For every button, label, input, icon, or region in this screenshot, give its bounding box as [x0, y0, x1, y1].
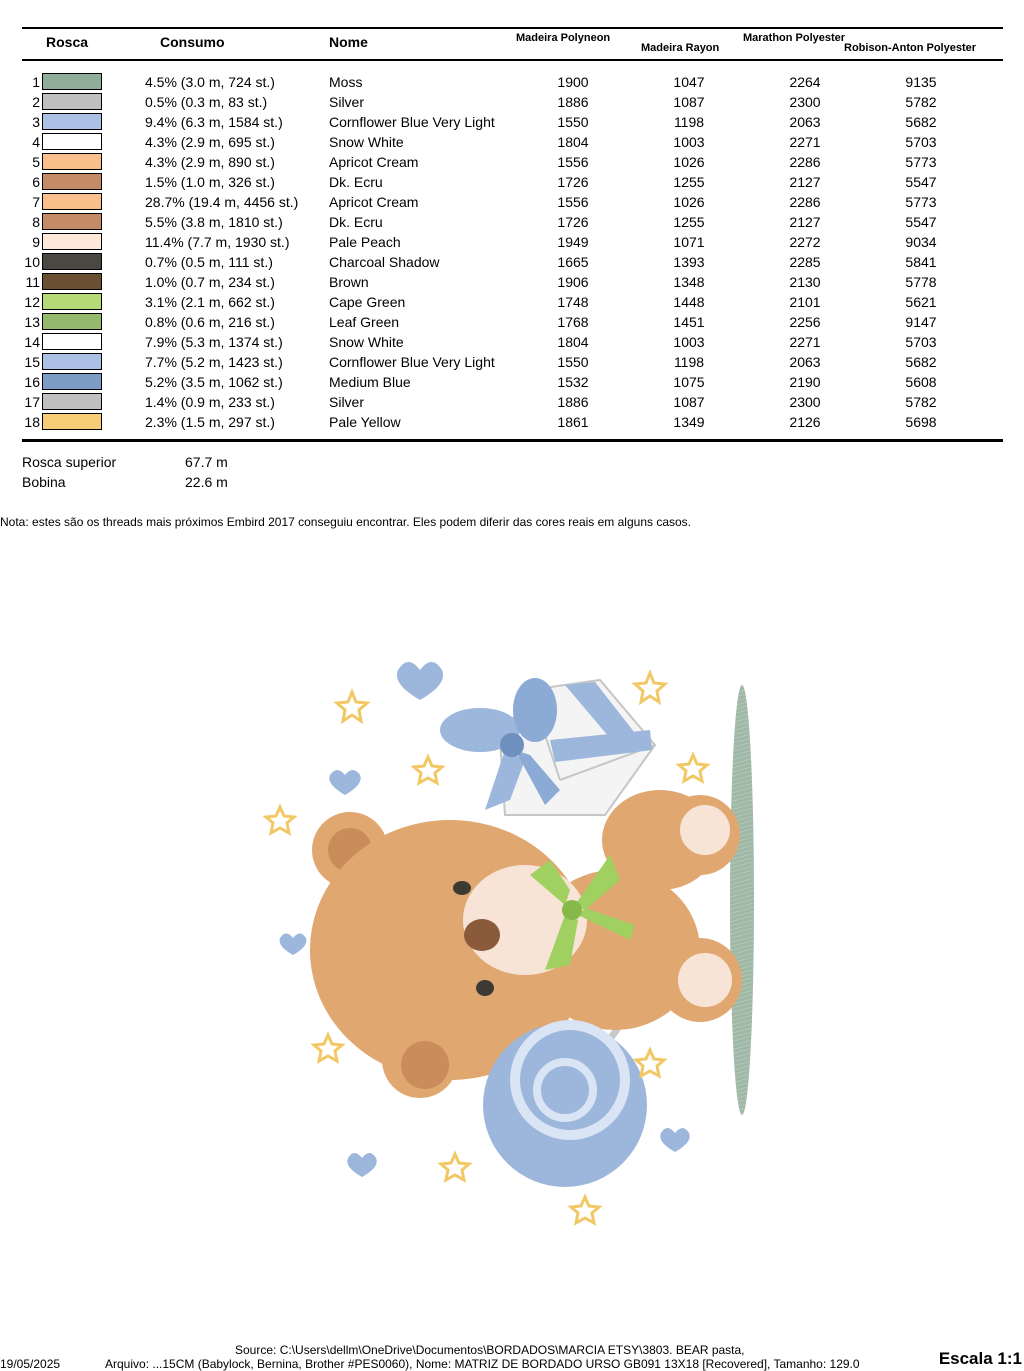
table-row: [0, 73, 1024, 93]
color-swatch: [42, 233, 102, 250]
row-madeira-polyneon: 1804: [557, 134, 589, 150]
row-robison-anton: 9135: [905, 74, 937, 90]
header-consumo: Consumo: [160, 34, 225, 50]
color-swatch: [42, 273, 102, 290]
row-marathon: 2300: [789, 94, 821, 110]
row-nome: Snow White: [329, 134, 404, 150]
color-swatch: [42, 73, 102, 90]
row-madeira-polyneon: 1748: [557, 294, 589, 310]
row-robison-anton: 5682: [905, 354, 937, 370]
row-number: 14: [24, 334, 40, 350]
row-madeira-polyneon: 1550: [557, 114, 589, 130]
row-robison-anton: 5773: [905, 194, 937, 210]
row-number: 4: [32, 134, 40, 150]
row-consumo: 11.4% (7.7 m, 1930 st.): [145, 234, 290, 250]
row-nome: Dk. Ecru: [329, 214, 383, 230]
row-consumo: 5.2% (3.5 m, 1062 st.): [145, 374, 283, 390]
row-consumo: 3.1% (2.1 m, 662 st.): [145, 294, 275, 310]
rosca-superior-label: Rosca superior: [22, 454, 117, 470]
row-madeira-rayon: 1198: [673, 114, 705, 130]
table-row: [0, 113, 1024, 133]
embroidery-design-preview: [260, 650, 770, 1230]
header-rosca: Rosca: [46, 34, 89, 50]
color-swatch: [42, 353, 102, 370]
row-robison-anton: 5621: [905, 294, 937, 310]
row-robison-anton: 5782: [905, 94, 937, 110]
row-marathon: 2272: [789, 234, 821, 250]
table-row: [0, 173, 1024, 193]
row-madeira-rayon: 1348: [673, 274, 705, 290]
header-robison-anton: Robison-Anton Polyester: [844, 42, 977, 54]
row-madeira-polyneon: 1906: [557, 274, 589, 290]
color-swatch: [42, 133, 102, 150]
header-marathon-polyester: Marathon Polyester: [743, 32, 846, 44]
row-nome: Pale Yellow: [329, 414, 401, 430]
row-madeira-rayon: 1087: [673, 94, 705, 110]
bobina-label: Bobina: [22, 474, 66, 490]
color-swatch: [42, 393, 102, 410]
row-consumo: 1.5% (1.0 m, 326 st.): [145, 174, 275, 190]
row-nome: Medium Blue: [329, 374, 411, 390]
table-row: [0, 133, 1024, 153]
row-madeira-rayon: 1003: [673, 134, 705, 150]
table-row: [0, 233, 1024, 253]
row-marathon: 2256: [789, 314, 821, 330]
header-nome: Nome: [329, 34, 368, 50]
row-nome: Cornflower Blue Very Light: [329, 114, 495, 130]
row-madeira-rayon: 1255: [673, 214, 705, 230]
color-swatch: [42, 333, 102, 350]
row-number: 3: [32, 114, 40, 130]
rosca-superior-value: 67.7 m: [185, 454, 228, 470]
row-nome: Cape Green: [329, 294, 406, 310]
row-nome: Moss: [329, 74, 363, 90]
row-number: 9: [32, 234, 40, 250]
row-robison-anton: 5682: [905, 114, 937, 130]
row-number: 12: [24, 294, 40, 310]
row-madeira-polyneon: 1532: [557, 374, 589, 390]
row-number: 5: [32, 154, 40, 170]
row-robison-anton: 5698: [905, 414, 937, 430]
color-swatch: [42, 93, 102, 110]
row-madeira-rayon: 1071: [673, 234, 705, 250]
row-consumo: 7.7% (5.2 m, 1423 st.): [145, 354, 283, 370]
row-madeira-rayon: 1026: [673, 154, 705, 170]
file-info: Arquivo: ...15CM (Babylock, Bernina, Brother #PES0060), Nome: MATRIZ DE BORDADO URSO GB091 13X18 [Recovered], Tamanho: 129.0: [105, 1357, 860, 1371]
row-madeira-polyneon: 1886: [557, 394, 589, 410]
row-consumo: 7.9% (5.3 m, 1374 st.): [145, 334, 283, 350]
row-robison-anton: 5703: [905, 334, 937, 350]
lollipop: [483, 1023, 647, 1187]
row-number: 10: [24, 254, 40, 270]
row-marathon: 2101: [789, 294, 821, 310]
row-madeira-polyneon: 1550: [557, 354, 589, 370]
scale-label: Escala 1:1: [938, 1349, 1022, 1368]
row-nome: Dk. Ecru: [329, 174, 383, 190]
row-madeira-polyneon: 1861: [557, 414, 589, 430]
row-number: 6: [32, 174, 40, 190]
row-robison-anton: 5547: [905, 214, 937, 230]
color-swatch: [42, 253, 102, 270]
table-bottom-rule: [22, 439, 1003, 442]
row-number: 16: [24, 374, 40, 390]
row-nome: Cornflower Blue Very Light: [329, 354, 495, 370]
color-swatch: [42, 213, 102, 230]
row-madeira-rayon: 1075: [673, 374, 705, 390]
row-nome: Snow White: [329, 334, 404, 350]
row-madeira-polyneon: 1949: [557, 234, 589, 250]
row-number: 17: [24, 394, 40, 410]
row-consumo: 0.7% (0.5 m, 111 st.): [145, 254, 273, 270]
row-number: 8: [32, 214, 40, 230]
table-row: [0, 153, 1024, 173]
row-marathon: 2130: [789, 274, 821, 290]
color-swatch: [42, 173, 102, 190]
row-number: 2: [32, 94, 40, 110]
row-nome: Silver: [329, 394, 365, 410]
row-marathon: 2063: [789, 114, 821, 130]
row-consumo: 9.4% (6.3 m, 1584 st.): [145, 114, 283, 130]
color-swatch: [42, 293, 102, 310]
row-madeira-rayon: 1026: [673, 194, 705, 210]
row-madeira-polyneon: 1886: [557, 94, 589, 110]
row-marathon: 2271: [789, 134, 821, 150]
row-marathon: 2286: [789, 194, 821, 210]
table-row: [0, 393, 1024, 413]
row-number: 15: [24, 354, 40, 370]
row-robison-anton: 9034: [905, 234, 937, 250]
table-row: [0, 253, 1024, 273]
row-madeira-rayon: 1448: [673, 294, 705, 310]
row-madeira-rayon: 1198: [673, 354, 705, 370]
row-robison-anton: 5703: [905, 134, 937, 150]
row-madeira-rayon: 1349: [673, 414, 705, 430]
row-robison-anton: 5778: [905, 274, 937, 290]
row-nome: Apricot Cream: [329, 154, 419, 170]
row-marathon: 2286: [789, 154, 821, 170]
table-row: [0, 373, 1024, 393]
row-consumo: 28.7% (19.4 m, 4456 st.): [145, 194, 299, 210]
row-marathon: 2127: [789, 214, 821, 230]
row-number: 11: [25, 274, 40, 290]
table-row: [0, 193, 1024, 213]
row-robison-anton: 5608: [905, 374, 937, 390]
row-madeira-polyneon: 1726: [557, 174, 589, 190]
table-row: [0, 313, 1024, 333]
row-consumo: 0.5% (0.3 m, 83 st.): [145, 94, 268, 110]
row-number: 18: [24, 414, 40, 430]
row-number: 13: [24, 314, 40, 330]
print-date: 19/05/2025: [0, 1357, 61, 1371]
row-consumo: 4.5% (3.0 m, 724 st.): [145, 74, 275, 90]
source-path: Source: C:\Users\dellm\OneDrive\Documentos\BORDADOS\MARCIA ETSY\3803. BEAR pasta,: [235, 1343, 745, 1357]
row-marathon: 2190: [789, 374, 821, 390]
color-swatch: [42, 153, 102, 170]
row-robison-anton: 5773: [905, 154, 937, 170]
row-nome: Apricot Cream: [329, 194, 419, 210]
row-nome: Brown: [329, 274, 369, 290]
row-nome: Leaf Green: [329, 314, 400, 330]
row-madeira-rayon: 1047: [673, 74, 705, 90]
table-row: [0, 353, 1024, 373]
color-swatch: [42, 413, 102, 430]
row-madeira-polyneon: 1556: [557, 194, 589, 210]
row-marathon: 2271: [789, 334, 821, 350]
row-consumo: 1.0% (0.7 m, 234 st.): [145, 274, 275, 290]
row-madeira-polyneon: 1556: [557, 154, 589, 170]
row-madeira-rayon: 1451: [673, 314, 705, 330]
color-swatch: [42, 193, 102, 210]
row-robison-anton: 5841: [905, 254, 937, 270]
row-consumo: 5.5% (3.8 m, 1810 st.): [145, 214, 283, 230]
row-madeira-rayon: 1393: [673, 254, 705, 270]
row-madeira-polyneon: 1768: [557, 314, 589, 330]
row-marathon: 2264: [789, 74, 821, 90]
table-row: [0, 273, 1024, 293]
table-header-rule: [22, 59, 1003, 61]
row-consumo: 0.8% (0.6 m, 216 st.): [145, 314, 275, 330]
row-consumo: 4.3% (2.9 m, 890 st.): [145, 154, 275, 170]
row-robison-anton: 5782: [905, 394, 937, 410]
row-number: 1: [32, 74, 40, 90]
row-marathon: 2063: [789, 354, 821, 370]
color-swatch: [42, 373, 102, 390]
row-madeira-rayon: 1255: [673, 174, 705, 190]
row-marathon: 2127: [789, 174, 821, 190]
thread-note: Nota: estes são os threads mais próximos Embird 2017 conseguiu encontrar. Eles podem diferir das cores reais em alguns casos.: [0, 515, 692, 529]
header-madeira-rayon: Madeira Rayon: [641, 42, 720, 54]
row-nome: Charcoal Shadow: [329, 254, 440, 270]
bobina-value: 22.6 m: [185, 474, 228, 490]
row-marathon: 2285: [789, 254, 821, 270]
row-madeira-polyneon: 1726: [557, 214, 589, 230]
row-madeira-polyneon: 1665: [557, 254, 589, 270]
table-top-rule: [22, 27, 1003, 29]
header-madeira-polyneon: Madeira Polyneon: [516, 32, 611, 44]
row-marathon: 2300: [789, 394, 821, 410]
row-robison-anton: 9147: [905, 314, 937, 330]
table-row: [0, 213, 1024, 233]
color-swatch: [42, 313, 102, 330]
row-madeira-rayon: 1003: [673, 334, 705, 350]
row-madeira-polyneon: 1804: [557, 334, 589, 350]
row-marathon: 2126: [789, 414, 821, 430]
table-row: [0, 293, 1024, 313]
table-row: [0, 413, 1024, 433]
row-madeira-polyneon: 1900: [557, 74, 589, 90]
table-row: [0, 93, 1024, 113]
row-nome: Pale Peach: [329, 234, 401, 250]
color-swatch: [42, 113, 102, 130]
row-consumo: 4.3% (2.9 m, 695 st.): [145, 134, 275, 150]
row-nome: Silver: [329, 94, 365, 110]
row-number: 7: [32, 194, 40, 210]
row-madeira-rayon: 1087: [673, 394, 705, 410]
row-robison-anton: 5547: [905, 174, 937, 190]
table-row: [0, 333, 1024, 353]
row-consumo: 2.3% (1.5 m, 297 st.): [145, 414, 275, 430]
row-consumo: 1.4% (0.9 m, 233 st.): [145, 394, 275, 410]
